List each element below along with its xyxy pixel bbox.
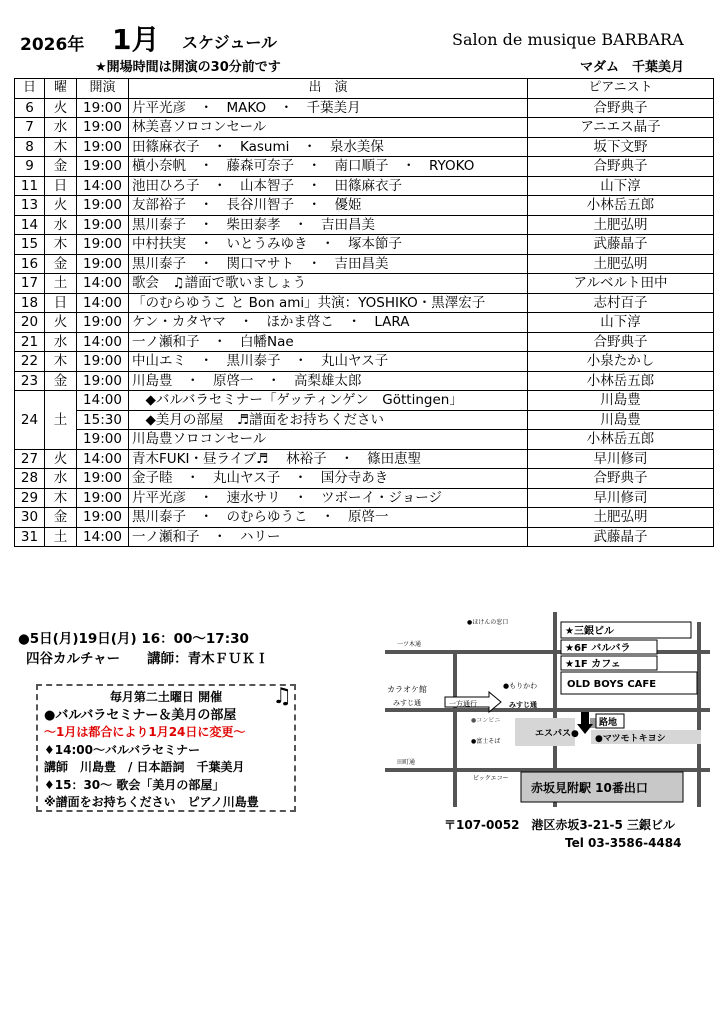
cell-pianist: 早川修司 xyxy=(528,488,714,508)
map-floor6: ★6F バルバラ xyxy=(565,643,631,654)
cell-pianist: 川島豊 xyxy=(528,391,714,411)
table-row xyxy=(15,488,714,508)
cell-dow: 金 xyxy=(45,508,77,528)
table-row xyxy=(15,313,714,333)
cell-time: 14:00 xyxy=(77,176,129,196)
cell-day: 7 xyxy=(15,118,45,138)
doors-note: ★開場時間は開演の30分前です xyxy=(95,60,281,75)
cell-time: 19:00 xyxy=(77,488,129,508)
cell-day: 24 xyxy=(15,391,45,450)
cell-day: 21 xyxy=(15,332,45,352)
cell-time: 19:00 xyxy=(77,196,129,216)
cell-time: 19:00 xyxy=(77,313,129,333)
cell-performers: 片平光彦 ・ MAKO ・ 千葉美月 xyxy=(129,98,528,118)
cell-pianist: 土肥弘明 xyxy=(528,508,714,528)
road-hitotsugi xyxy=(385,650,710,654)
box-line3: 講師 川島豊 / 日本語詞 千葉美月 xyxy=(44,760,245,774)
cell-day: 13 xyxy=(15,196,45,216)
box-title: 毎月第二土曜日 開催 xyxy=(109,690,223,704)
cell-day: 29 xyxy=(15,488,45,508)
road-misuji xyxy=(385,708,710,712)
table-row xyxy=(15,332,714,352)
cell-time: 19:00 xyxy=(77,118,129,138)
map-tamachi: 田町通 xyxy=(397,759,416,766)
cell-day: 22 xyxy=(15,352,45,372)
cell-pianist: 小林岳五郎 xyxy=(528,371,714,391)
cell-dow: 土 xyxy=(45,274,77,294)
cell-day: 28 xyxy=(15,469,45,489)
cell-day: 27 xyxy=(15,449,45,469)
table-row xyxy=(15,215,714,235)
cell-time: 19:00 xyxy=(77,98,129,118)
road-tamachi xyxy=(385,768,710,772)
cell-time: 19:00 xyxy=(77,430,129,450)
year-label: 2026年 xyxy=(20,35,85,55)
cell-performers: 池田ひろ子 ・ 山本智子 ・ 田篠麻衣子 xyxy=(129,176,528,196)
cell-performers: 川島豊 ・ 原啓一 ・ 高梨雄太郎 xyxy=(129,371,528,391)
cell-time: 14:00 xyxy=(77,274,129,294)
cell-pianist: 志村百子 xyxy=(528,293,714,313)
box-notice: ～1月は都合により1月24日に変更～ xyxy=(44,725,246,739)
table-row xyxy=(15,391,714,411)
road-vertical-left xyxy=(453,650,457,807)
cell-performers: 金子睦 ・ 丸山ヤス子 ・ 国分寺あき xyxy=(129,469,528,489)
cell-day: 18 xyxy=(15,293,45,313)
map-misuji1: みすじ通 xyxy=(393,699,421,707)
cell-pianist: 武藤晶子 xyxy=(528,527,714,547)
col-dow-header: 曜 xyxy=(45,79,77,99)
map-fujisoba: ●富士そば xyxy=(471,738,501,745)
cell-pianist: アニエス晶子 xyxy=(528,118,714,138)
schedule-label: スケジュール xyxy=(182,33,278,52)
cell-pianist: 小林岳五郎 xyxy=(528,196,714,216)
table-header-row xyxy=(15,79,714,99)
cell-performers: 林美喜ソロコンセール xyxy=(129,118,528,138)
cell-dow: 日 xyxy=(45,176,77,196)
cell-performers: 歌会 ♫譜面で歌いましょう xyxy=(129,274,528,294)
map-moriyama: ●もりかわ xyxy=(503,682,538,690)
cell-time: 14:00 xyxy=(77,449,129,469)
cell-dow: 木 xyxy=(45,488,77,508)
box-line4: ♦15：30～ 歌会「美月の部屋」 xyxy=(44,777,225,792)
map-matsumoto: ●マツモトキヨシ xyxy=(595,734,666,744)
box-line5: ※譜面をお持ちください ピアノ川島豊 xyxy=(44,795,259,809)
seminar-box xyxy=(36,684,296,812)
cell-day: 11 xyxy=(15,176,45,196)
cell-dow: 金 xyxy=(45,157,77,177)
cell-dow: 木 xyxy=(45,352,77,372)
cell-dow: 木 xyxy=(45,235,77,255)
table-row xyxy=(15,527,714,547)
map-hitotsugi: 一ツ木通 xyxy=(397,641,422,648)
map-misuji2: みすじ通 xyxy=(509,701,537,709)
cell-time: 19:00 xyxy=(77,215,129,235)
map-floor1: ★1F カフェ xyxy=(565,659,621,670)
road-vertical-right xyxy=(697,622,701,807)
cell-dow: 火 xyxy=(45,98,77,118)
cell-pianist: 合野典子 xyxy=(528,98,714,118)
cell-performers: ◆バルバラセミナー「ゲッティンゲン Göttingen」 xyxy=(129,391,528,411)
cell-time: 14:00 xyxy=(77,527,129,547)
map-konbini: ●コンビニ xyxy=(471,717,501,724)
cell-dow: 金 xyxy=(45,254,77,274)
yotsuya-class: 四谷カルチャー 講師：青木ＦＵＫＩ xyxy=(26,651,269,667)
cell-dow: 水 xyxy=(45,118,77,138)
address: 〒107-0052 港区赤坂3-21-5 三銀ビル xyxy=(444,818,675,832)
cell-pianist: 合野典子 xyxy=(528,469,714,489)
cell-pianist: 合野典子 xyxy=(528,332,714,352)
cell-time: 19:00 xyxy=(77,235,129,255)
map-sanginbiru: ★三銀ビル xyxy=(565,626,614,637)
cell-time: 19:00 xyxy=(77,137,129,157)
schedule-table xyxy=(14,78,714,547)
cell-dow: 金 xyxy=(45,371,77,391)
cell-day: 20 xyxy=(15,313,45,333)
table-row xyxy=(15,469,714,489)
schedule-body xyxy=(15,98,714,547)
cell-day: 8 xyxy=(15,137,45,157)
cell-day: 23 xyxy=(15,371,45,391)
table-row xyxy=(15,254,714,274)
table-row xyxy=(15,430,714,450)
cell-pianist: 武藤晶子 xyxy=(528,235,714,255)
cell-time: 15:30 xyxy=(77,410,129,430)
table-row xyxy=(15,196,714,216)
cell-performers: 青木FUKI・昼ライブ♬ 林裕子 ・ 篠田恵聖 xyxy=(129,449,528,469)
map-ippou: 一方通行 xyxy=(449,700,477,708)
cell-time: 19:00 xyxy=(77,508,129,528)
cell-pianist: 坂下文野 xyxy=(528,137,714,157)
map-station: 赤坂見附駅 10番出口 xyxy=(531,781,648,795)
table-row xyxy=(15,235,714,255)
box-line1: ●バルバラセミナー＆美月の部屋 xyxy=(44,707,237,723)
table-row xyxy=(15,137,714,157)
table-row xyxy=(15,98,714,118)
cell-dow: 水 xyxy=(45,332,77,352)
cell-performers: 片平光彦 ・ 速水サリ ・ ツボーイ・ジョージ xyxy=(129,488,528,508)
cell-performers: 中村扶実 ・ いとうみゆき ・ 塚本節子 xyxy=(129,235,528,255)
table-row xyxy=(15,508,714,528)
cell-time: 14:00 xyxy=(77,332,129,352)
madam-name: マダム 千葉美月 xyxy=(580,60,685,75)
map-hoken: ●ほけんの窓口 xyxy=(467,619,509,626)
salon-name: Salon de musique BARBARA xyxy=(452,30,684,49)
cell-pianist: 山下淳 xyxy=(528,313,714,333)
cell-performers: 「のむらゆうこ と Bon ami」共演：YOSHIKO・黒澤宏子 xyxy=(129,293,528,313)
cell-dow: 木 xyxy=(45,137,77,157)
table-row xyxy=(15,371,714,391)
cell-pianist: 山下淳 xyxy=(528,176,714,196)
col-time-header: 開演 xyxy=(77,79,129,99)
cell-day: 14 xyxy=(15,215,45,235)
cell-time: 19:00 xyxy=(77,469,129,489)
cell-performers: ◆美月の部屋 ♬譜面をお持ちください xyxy=(129,410,528,430)
cell-performers: ケン・カタヤマ ・ ほかま啓こ ・ LARA xyxy=(129,313,528,333)
map-bic: ビックエコー xyxy=(473,775,509,782)
box-line2: ♦14:00～バルバラセミナー xyxy=(44,742,201,757)
cell-time: 19:00 xyxy=(77,254,129,274)
col-performers-header: 出 演 xyxy=(129,79,528,99)
col-pianist-header: ピアニスト xyxy=(528,79,714,99)
cell-time: 19:00 xyxy=(77,371,129,391)
cell-dow: 水 xyxy=(45,469,77,489)
access-map xyxy=(385,612,710,807)
table-row xyxy=(15,293,714,313)
cell-performers: 黒川泰子 ・ 関口マサト ・ 吉田昌美 xyxy=(129,254,528,274)
table-row xyxy=(15,352,714,372)
cell-pianist: 小泉たかし xyxy=(528,352,714,372)
telephone: Tel 03-3586-4484 xyxy=(565,836,682,850)
table-row xyxy=(15,410,714,430)
cell-performers: 中山エミ ・ 黒川泰子 ・ 丸山ヤス子 xyxy=(129,352,528,372)
table-row xyxy=(15,449,714,469)
music-note-icon: ♫ xyxy=(272,684,292,709)
cell-pianist: 小林岳五郎 xyxy=(528,430,714,450)
map-karaoke: カラオケ館 xyxy=(387,685,427,694)
table-row xyxy=(15,157,714,177)
cell-performers: 一ノ瀬和子 ・ 白幡Nae xyxy=(129,332,528,352)
col-day-header: 日 xyxy=(15,79,45,99)
table-row xyxy=(15,118,714,138)
table-row xyxy=(15,176,714,196)
cell-time: 19:00 xyxy=(77,157,129,177)
cell-day: 16 xyxy=(15,254,45,274)
cell-pianist: 土肥弘明 xyxy=(528,254,714,274)
cell-pianist: 土肥弘明 xyxy=(528,215,714,235)
cell-dow: 土 xyxy=(45,527,77,547)
yotsuya-date: ●5日(月)19日(月) 16：00～17:30 xyxy=(18,631,249,647)
cell-time: 14:00 xyxy=(77,293,129,313)
cell-pianist: 川島豊 xyxy=(528,410,714,430)
cell-dow: 火 xyxy=(45,313,77,333)
cell-day: 9 xyxy=(15,157,45,177)
cell-dow: 日 xyxy=(45,293,77,313)
cell-day: 31 xyxy=(15,527,45,547)
map-roji: 路地 xyxy=(599,718,618,728)
cell-time: 14:00 xyxy=(77,391,129,411)
cell-dow: 火 xyxy=(45,196,77,216)
cell-day: 30 xyxy=(15,508,45,528)
cell-performers: 槇小奈帆 ・ 藤森可奈子 ・ 南口順子 ・ RYOKO xyxy=(129,157,528,177)
cell-day: 15 xyxy=(15,235,45,255)
map-espace: エスパス● xyxy=(535,729,579,739)
cell-dow: 火 xyxy=(45,449,77,469)
cell-dow: 土 xyxy=(45,391,77,450)
cell-pianist: 早川修司 xyxy=(528,449,714,469)
table-row xyxy=(15,274,714,294)
cell-time: 19:00 xyxy=(77,352,129,372)
cell-performers: 黒川泰子 ・ 柴田泰孝 ・ 吉田昌美 xyxy=(129,215,528,235)
cell-performers: 黒川泰子 ・ のむらゆうこ ・ 原啓一 xyxy=(129,508,528,528)
cell-pianist: 合野典子 xyxy=(528,157,714,177)
cell-pianist: アルベルト田中 xyxy=(528,274,714,294)
cell-performers: 一ノ瀬和子 ・ ハリー xyxy=(129,527,528,547)
cell-performers: 友部裕子 ・ 長谷川智子 ・ 優姫 xyxy=(129,196,528,216)
map-cafe: OLD BOYS CAFE xyxy=(567,679,657,690)
cell-day: 17 xyxy=(15,274,45,294)
cell-performers: 川島豊ソロコンセール xyxy=(129,430,528,450)
cell-performers: 田篠麻衣子 ・ Kasumi ・ 泉水美保 xyxy=(129,137,528,157)
cell-day: 6 xyxy=(15,98,45,118)
cell-dow: 水 xyxy=(45,215,77,235)
month-label: 1月 xyxy=(112,23,160,56)
